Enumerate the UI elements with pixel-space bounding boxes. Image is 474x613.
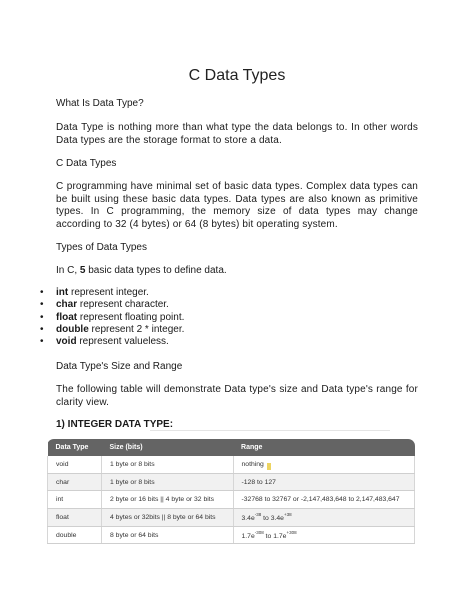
data-type-table <box>47 439 415 544</box>
list-item <box>0 312 474 324</box>
cell-range: nothing <box>233 456 414 473</box>
bullet-icon: • <box>40 336 44 348</box>
what-is-heading: What Is Data Type? <box>56 98 144 109</box>
list-keyword: int <box>56 287 69 298</box>
table-row <box>48 473 415 491</box>
range-base: 3.4e <box>241 515 255 523</box>
size-range-heading: Data Type's Size and Range <box>56 361 183 372</box>
column-header-range: Range <box>233 439 414 456</box>
c-data-types-heading: C Data Types <box>56 158 117 169</box>
cell-range: -32768 to 32767 or -2,147,483,648 to 2,147,483,647 <box>233 491 414 509</box>
list-item <box>0 299 474 311</box>
cell-size: 4 bytes or 32bits || 8 byte or 64 bits <box>102 509 234 527</box>
cell-type: int <box>48 491 102 509</box>
data-type-table-wrapper <box>47 439 415 593</box>
range-exponent: -38 <box>254 512 262 518</box>
types-heading: Types of Data Types <box>56 242 147 253</box>
section-divider <box>150 430 390 431</box>
column-header-type: Data Type <box>48 439 102 456</box>
cell-type: double <box>48 526 102 544</box>
range-base: 1.7e <box>241 533 255 541</box>
definition-paragraph: Data Type is nothing more than what type the data belongs to. In other words Data types are the storage format to store a data. <box>56 122 418 146</box>
table-row <box>48 526 415 544</box>
cell-size: 1 byte or 8 bits <box>102 456 234 473</box>
intro-paragraph: C programming have minimal set of basic data types. Complex data types can be built using these basic data types. Data types are also known as primitive types. In C programming, the memory size of data types may change according to 32 (4 bytes) or 64 (8 bytes) bit operating system. <box>56 181 418 230</box>
list-item <box>0 324 474 336</box>
bullet-icon: • <box>40 299 44 311</box>
list-keyword: char <box>56 299 78 311</box>
column-header-size: Size (bits) <box>102 439 234 456</box>
list-text: represent floating point. <box>77 311 185 323</box>
list-item <box>0 336 474 348</box>
bullet-icon: • <box>40 311 44 323</box>
bullet-icon: • <box>40 323 44 335</box>
bullet-icon: • <box>40 287 44 298</box>
range-exponent: +38 <box>283 512 292 518</box>
list-keyword: void <box>56 336 77 348</box>
list-text: represent 2 * integer. <box>88 323 185 335</box>
list-text: represent character. <box>77 299 169 311</box>
data-type-list <box>0 287 474 348</box>
cell-size: 1 byte or 8 bits <box>102 473 234 491</box>
cell-range <box>233 526 414 544</box>
text-cursor-icon <box>267 463 271 470</box>
range-mid: to 3.4e <box>261 515 284 523</box>
table-row <box>48 491 415 509</box>
table-row <box>48 456 415 473</box>
list-text: represent integer. <box>68 287 149 298</box>
page-title: C Data Types <box>188 67 286 84</box>
cell-type: char <box>48 473 102 491</box>
count-value: 5 <box>79 265 86 276</box>
list-text: represent valueless. <box>76 336 169 348</box>
list-item <box>0 287 474 299</box>
table-header-row <box>48 439 415 456</box>
count-suffix: basic data types to define data. <box>85 265 227 276</box>
cell-type: void <box>48 456 102 473</box>
count-prefix: In C, <box>56 265 80 276</box>
list-keyword: double <box>56 323 89 335</box>
cell-size: 8 byte or 64 bits <box>102 526 234 544</box>
cell-range: -128 to 127 <box>233 473 414 491</box>
cell-type: float <box>48 509 102 527</box>
list-keyword: float <box>56 311 78 323</box>
count-sentence <box>56 265 418 278</box>
range-exponent: -308 <box>254 530 264 536</box>
section-title: 1) INTEGER DATA TYPE: <box>56 419 174 430</box>
cell-size: 2 byte or 16 bits || 4 byte or 32 bits <box>102 491 234 509</box>
range-mid: to 1.7e <box>263 533 287 541</box>
range-exponent: +308 <box>286 530 297 536</box>
table-row <box>48 509 415 527</box>
cell-range <box>233 509 414 527</box>
table-intro-paragraph: The following table will demonstrate Data type's size and Data type's range for clarity view. <box>56 384 418 408</box>
